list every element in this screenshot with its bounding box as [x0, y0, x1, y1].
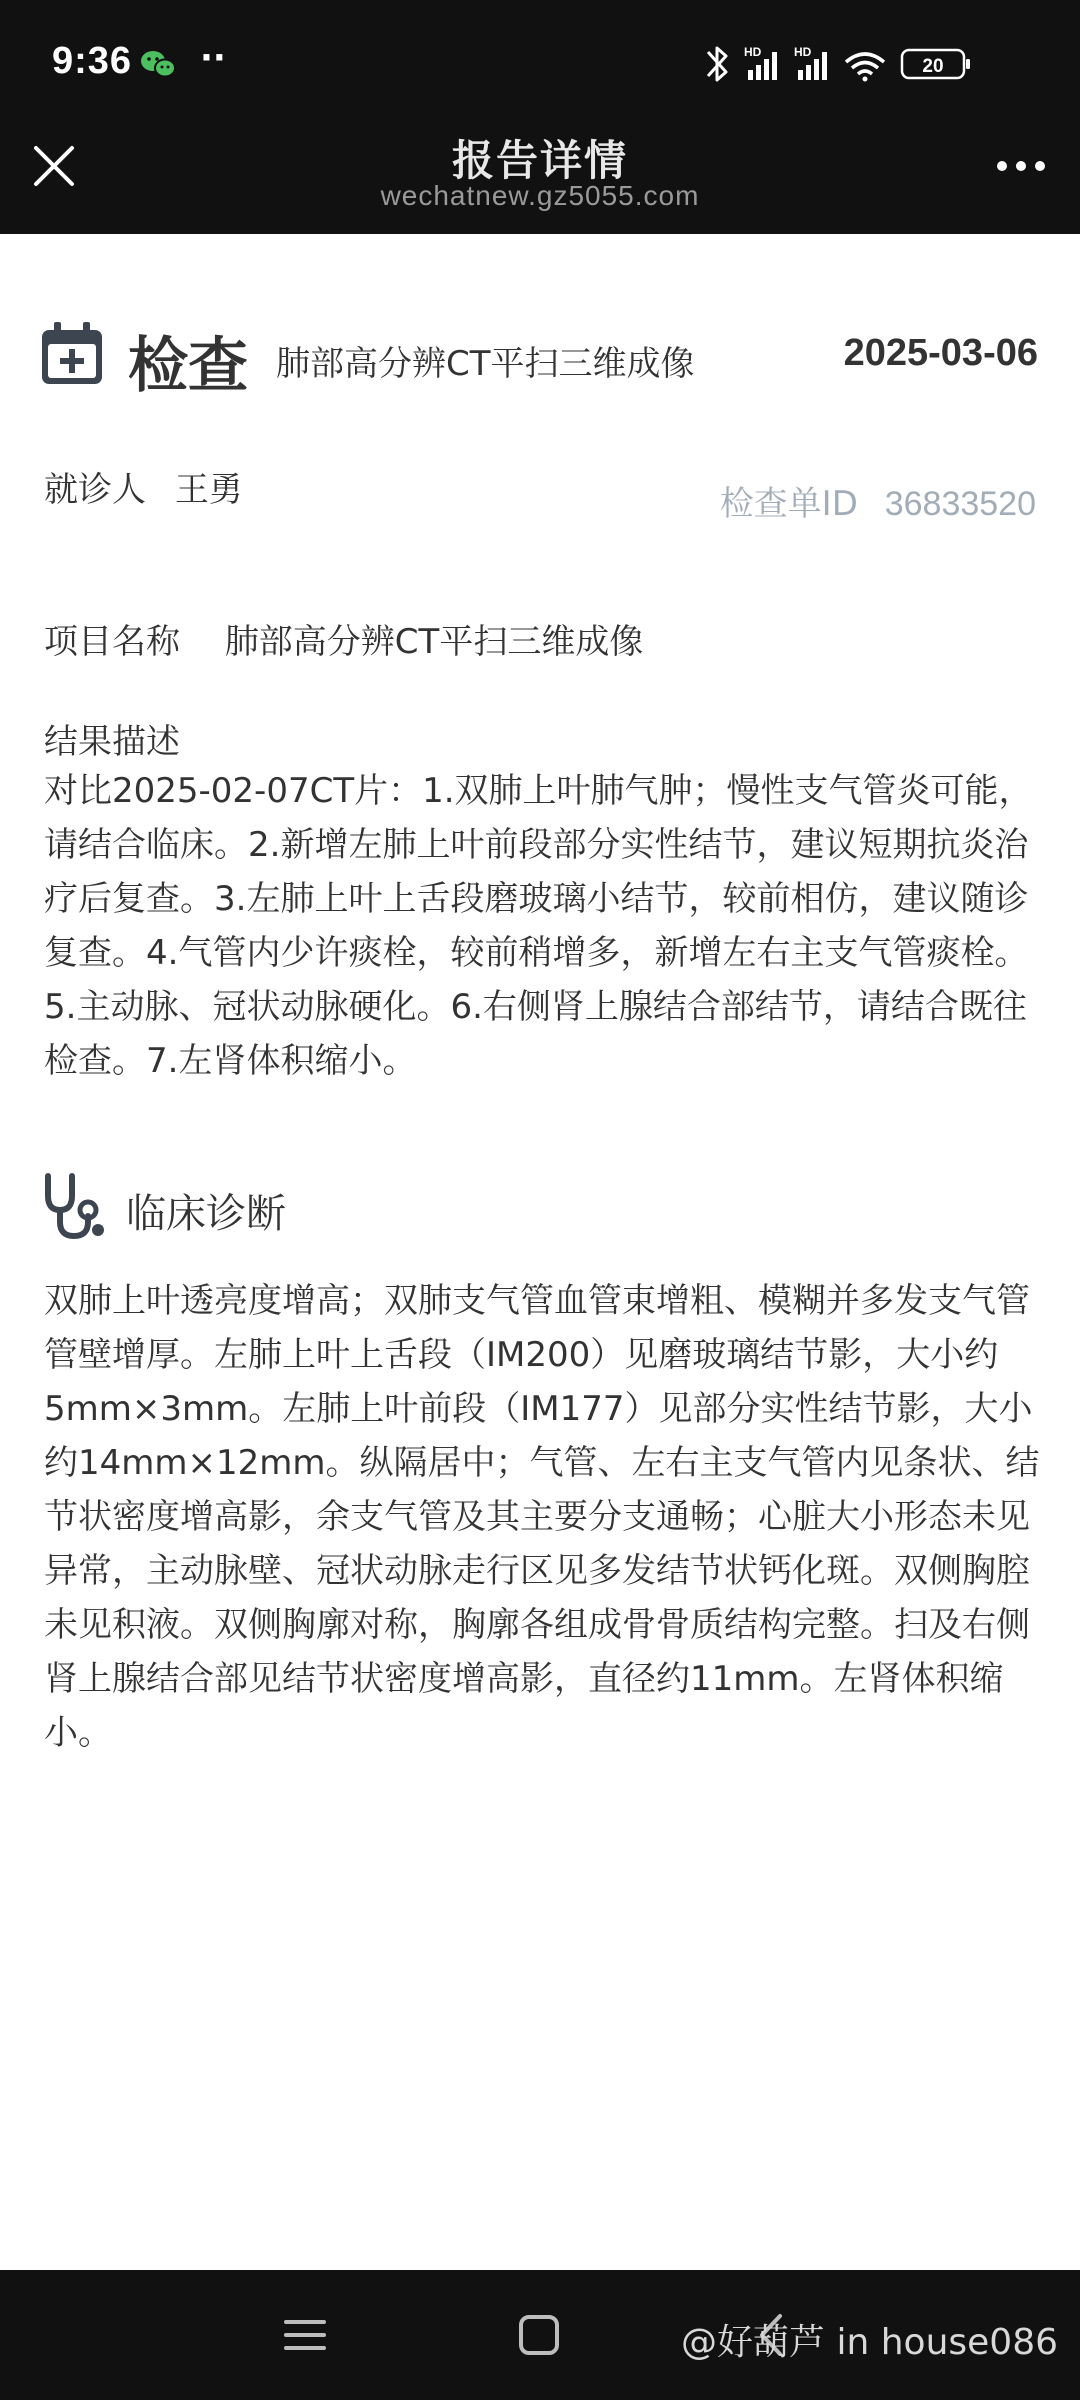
more-icon [990, 140, 1052, 192]
report-id [720, 476, 1036, 525]
diagnosis-title: 临床诊断 [126, 1191, 286, 1237]
menu-button[interactable] [280, 2310, 330, 2364]
home-icon [514, 2310, 564, 2360]
exam-header [40, 310, 1040, 401]
page-title: 报告详情 [451, 136, 628, 185]
battery-icon [902, 50, 970, 78]
status-icons [700, 40, 1040, 88]
title-bar [0, 128, 1080, 234]
battery-level: 20 [922, 56, 944, 77]
home-button[interactable] [514, 2310, 564, 2364]
status-more-dots: ·· [200, 38, 226, 78]
item-value: 肺部高分辨CT平扫三维成像 [224, 622, 644, 662]
navigation-bar [0, 2270, 1080, 2400]
result-label: 结果描述 [44, 722, 180, 762]
result-text: 对比2025-02-07CT片：1.双肺上叶肺气肿；慢性支气管炎可能，请结合临床。2.新增左肺上叶前段部分实性结节，建议短期抗炎治疗后复查。3.左肺上叶上舌段磨玻璃小结节，较前相仿，建议随诊复查。4.气管内少许痰栓，较前稍增多，新增左右主支气管痰栓。5.主动脉、冠状动脉硬化。6.右侧肾上腺结合部结节，请结合既往检查。7.左肾体积缩小。 [44, 771, 1033, 1081]
report-content [0, 234, 1080, 2270]
menu-icon [280, 2310, 330, 2360]
signal-icon-2 [794, 45, 827, 80]
page-url: wechatnew.gz5055.com [380, 180, 700, 211]
network-badge: HD [744, 45, 762, 59]
exam-name: 肺部高分辨CT平扫三维成像 [276, 344, 695, 384]
wechat-icon [138, 48, 178, 84]
calendar-icon [40, 320, 104, 390]
patient-label: 就诊人 [44, 470, 146, 510]
patient-name: 王勇 [174, 470, 243, 510]
stethoscope-icon [40, 1172, 110, 1246]
watermark: @好葫芦 in house086 [681, 2322, 1058, 2363]
wifi-icon [846, 54, 884, 82]
status-time: 9:36 [52, 40, 133, 82]
signal-icon [744, 45, 777, 80]
patient-info [44, 462, 243, 511]
item-info [44, 614, 643, 663]
more-options-button[interactable] [990, 140, 1052, 192]
exam-date: 2025-03-06 [843, 332, 1038, 374]
bluetooth-icon [708, 48, 726, 80]
report-id-label: 检查单ID [719, 484, 858, 524]
exam-title: 检查 [128, 331, 248, 401]
network-badge-2: HD [794, 45, 812, 59]
item-label: 项目名称 [44, 622, 180, 662]
diagnosis-text: 双肺上叶透亮度增高；双肺支气管血管束增粗、模糊并多发支气管管壁增厚。左肺上叶上舌段（IM200）见磨玻璃结节影，大小约5mm×3mm。左肺上叶前段（IM177）见部分实性结节影，大小约14mm×12mm。纵隔居中；气管、左右主支气管内见条状、结节状密度增高影，余支气管及其主要分支通畅；心脏大小形态未见异常，主动脉壁、冠状动脉走行区见多发结节状钙化斑。双侧胸腔未见积液。双侧胸廓对称，胸廓各组成骨骨质结构完整。扫及右侧肾上腺结合部见结节状密度增高影，直径约11mm。左肾体积缩小。 [44, 1281, 1040, 1753]
report-id-value: 36833520 [884, 485, 1036, 523]
status-bar [0, 0, 1080, 128]
